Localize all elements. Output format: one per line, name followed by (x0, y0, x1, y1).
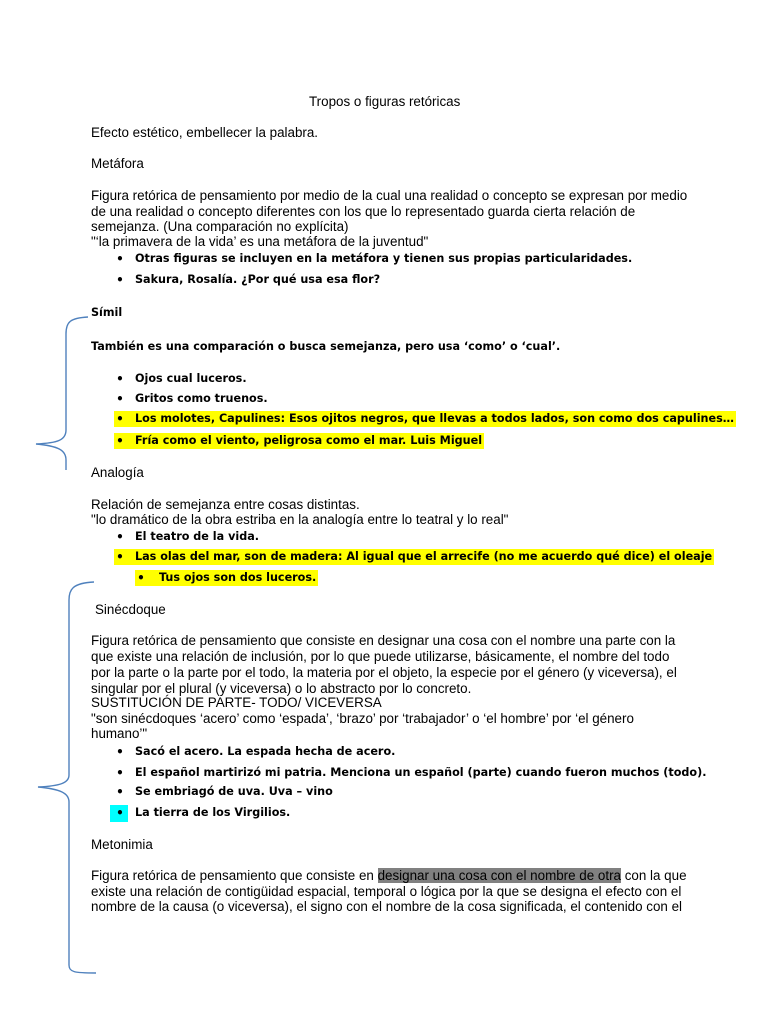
document-title: Tropos o figuras retóricas (309, 94, 461, 109)
metonimia-line: Figura retórica de pensamiento que consiste en designar una cosa con el nombre de otra con la que (91, 868, 687, 883)
bullet-icon: • (116, 530, 124, 544)
list-item: • El teatro de la vida. (135, 529, 259, 545)
bullet-icon: • (116, 766, 124, 780)
analogia-example: "lo dramático de la obra estriba en la analogía entre lo teatral y lo real" (91, 512, 509, 527)
list-item: • Otras figuras se incluyen en la metáfora y tienen sus propias particularidades. (135, 251, 632, 267)
list-item-highlighted: • Las olas del mar, son de madera: Al igual que el arrecife (no me acuerdo qué dice) el oleaje (114, 549, 714, 565)
list-item-highlighted: • Los molotes, Capulines: Esos ojitos negros, que llevas a todos lados, son como dos capulines… (114, 411, 736, 427)
song-artist: Luis Miguel (410, 434, 483, 447)
metafora-example: "‘la primavera de la vida’ es una metáfora de la juventud" (91, 234, 429, 249)
sinecdoque-subheading: SUSTITUCIÓN DE PARTE- TODO/ VICEVERSA (91, 695, 382, 710)
highlighted-phrase: designar una cosa con el nombre de otra (377, 868, 621, 883)
simil-line: También es una comparación o busca semejanza, pero usa ‘como’ o ‘cual’. (91, 340, 561, 353)
metafora-heading: Metáfora (91, 156, 144, 171)
list-item: • Gritos como truenos. (135, 391, 268, 407)
list-item: • La tierra de los Virgilios. (135, 805, 290, 821)
brace-sinecdoque (38, 582, 96, 973)
bullet-icon: • (116, 434, 124, 448)
list-item: • Ojos cual luceros. (135, 371, 247, 387)
intro-line: Efecto estético, embellecer la palabra. (91, 125, 319, 140)
bullet-icon: • (116, 273, 124, 287)
analogia-heading: Analogía (91, 465, 144, 480)
metafora-line: de una realidad o concepto diferentes con los que lo representado guarda cierta relación de (91, 204, 636, 219)
sinecdoque-line: Figura retórica de pensamiento que consiste en designar una cosa con el nombre una parte con la (91, 633, 676, 648)
analogia-line: Relación de semejanza entre cosas distintas. (91, 497, 360, 512)
list-item: • Se embriagó de uva. Uva – vino (135, 784, 333, 800)
metonimia-line: nombre de la causa (o viceversa), el signo con el nombre de la cosa significada, el contenido con el (91, 899, 683, 914)
bullet-icon: • (116, 412, 124, 426)
list-item-highlighted: • Tus ojos son dos luceros. (135, 570, 318, 586)
bullet-icon: • (116, 785, 124, 799)
list-item-highlighted: • Fría como el viento, peligrosa como el mar. Luis Miguel (114, 433, 484, 449)
sinecdoque-line: que existe una relación de inclusión, por lo que puede utilizarse, básicamente, el nombre del todo (91, 649, 670, 664)
brace-simil (36, 317, 88, 470)
sinecdoque-line: singular por el plural (y viceversa) o lo abstracto por lo concreto. (91, 681, 472, 696)
bullet-icon: • (116, 806, 124, 820)
metonimia-heading: Metonimia (91, 837, 153, 852)
bullet-icon: • (116, 550, 124, 564)
simil-heading: Símil (91, 306, 123, 319)
list-item: • El español martirizó mi patria. Menciona un español (parte) cuando fueron muchos (todo). (135, 765, 706, 781)
sinecdoque-example: "son sinécdoques ‘acero’ como ‘espada’, ‘brazo’ por ‘trabajador’ o ‘el hombre’ por ‘el género (91, 711, 634, 726)
bullet-icon: • (116, 745, 124, 759)
sinecdoque-line: por la parte o la parte por el todo, la materia por el objeto, la especie por el género (y viceversa), el (91, 665, 677, 680)
bullet-icon: • (116, 392, 124, 406)
metafora-line: Figura retórica de pensamiento por medio de la cual una realidad o concepto se expresan por medio (91, 188, 688, 203)
list-item: • Sakura, Rosalía. ¿Por qué usa esa flor? (135, 272, 380, 288)
bullet-icon: • (116, 372, 124, 386)
list-item: • Sacó el acero. La espada hecha de acero. (135, 744, 395, 760)
sinecdoque-example: humano’" (91, 726, 148, 741)
metafora-line: semejanza. (Una comparación no explícita) (91, 219, 349, 234)
bullet-icon: • (137, 571, 145, 585)
sinecdoque-heading: Sinécdoque (95, 602, 166, 617)
bullet-icon: • (116, 252, 124, 266)
metonimia-line: existe una relación de contigüidad espacial, temporal o lógica por la que se designa el efecto con el (91, 884, 682, 899)
